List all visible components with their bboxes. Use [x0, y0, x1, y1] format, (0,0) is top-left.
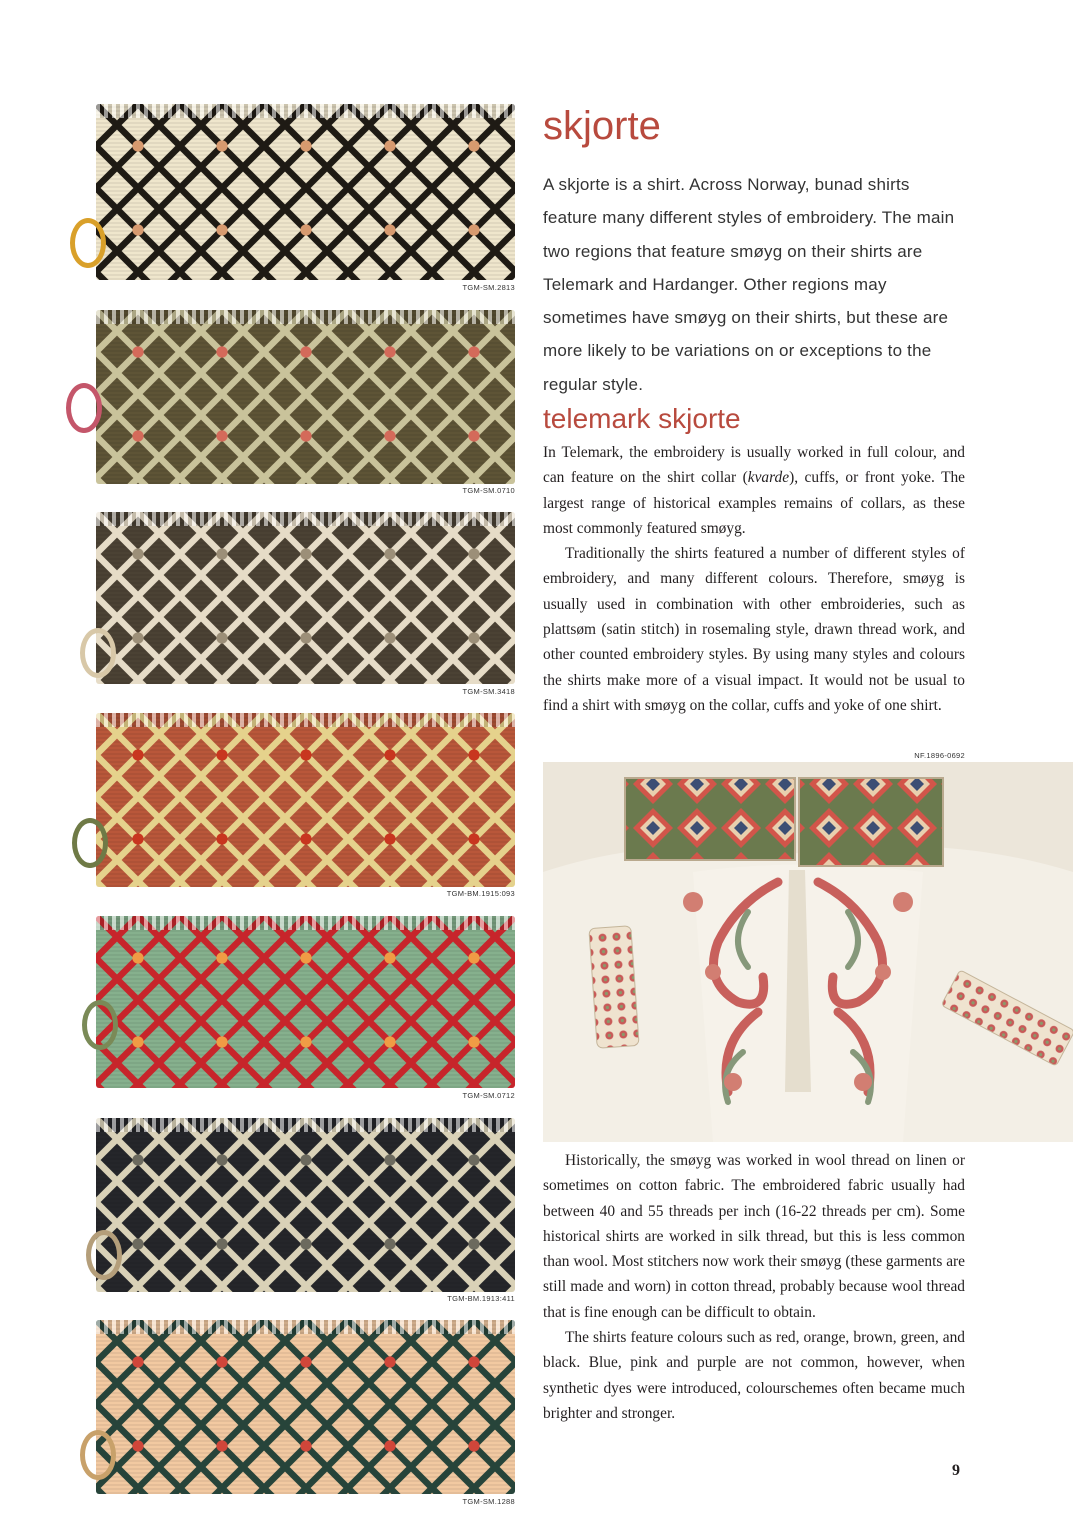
collar-1-caption: TGM-SM.2813 — [462, 283, 515, 292]
collar-2-caption: TGM-SM.0710 — [462, 486, 515, 495]
section-title: telemark skjorte — [543, 403, 741, 434]
photo-caption: NF.1896-0692 — [914, 751, 965, 760]
collar-6 — [96, 1118, 515, 1292]
paragraph-1: In Telemark, the embroidery is usually worked in full colour, and can feature on the shirt collar (kvarde), cuffs, or front yoke. The largest range of historical examples remains of collars, as these most commonly featured smøyg. — [543, 444, 966, 537]
body-text-bottom — [543, 1148, 965, 1426]
collar-7 — [96, 1320, 515, 1494]
collar-3 — [96, 512, 515, 684]
intro-paragraph: A skjorte is a shirt. Across Norway, bunad shirts feature many different styles of embroidery. The main two regions that feature smøyg on their shirts are Telemark and Hardanger. Other regions may sometimes have smøyg on their shirts, but these are more likely to be variations on or exceptions to the regular style. — [543, 175, 955, 394]
paragraph-2: Traditionally the shirts featured a number of different styles of embroidery, and many different colours. Therefore, smøyg is usually used in combination with other embroideries, such as plattsøm (satin stitch) in rosemaling style, drawn thread work, and other counted embroidery styles. By using many styles and colours the shirts make more of a visual impact. It would not be usual to find a shirt with smøyg on the collar, cuffs and yoke of one shirt. — [543, 545, 965, 714]
paragraph-4: The shirts feature colours such as red, orange, brown, green, and black. Blue, pink and purple are not common, however, when synthetic dyes were introduced, colourschemes often became much brighter and stronger. — [543, 1329, 965, 1422]
collar-1-loop — [70, 218, 106, 268]
collar-3-loop — [80, 628, 116, 678]
page-title: skjorte — [543, 104, 661, 148]
paragraph-3: Historically, the smøyg was worked in wool thread on linen or sometimes on cotton fabric. The embroidered fabric usually had between 40 and 55 threads per inch (16-22 threads per cm). Some historical shirts are worked in silk thread, but this is less common than wool. Most stitchers now work their smøyg (these garments are still made and worn) in cotton thread, probably because wool thread that is fine enough can be difficult to obtain. — [543, 1152, 965, 1321]
collar-4-caption: TGM-BM.1915:093 — [446, 889, 515, 898]
collar-3-caption: TGM-SM.3418 — [462, 687, 515, 696]
collar-5-loop — [82, 1000, 118, 1050]
collar-7-loop — [80, 1430, 116, 1480]
collar-2-loop — [66, 383, 102, 433]
body-text-top — [543, 440, 965, 718]
collar-4 — [96, 713, 515, 887]
collar-6-caption: TGM-BM.1913:411 — [447, 1294, 515, 1303]
collar-6-loop — [86, 1230, 122, 1280]
collar-1 — [96, 104, 515, 280]
collar-5-caption: TGM-SM.0712 — [462, 1091, 515, 1100]
shirt-photo — [543, 762, 1073, 1142]
collar-4-loop — [72, 818, 108, 868]
collar-7-caption: TGM-SM.1288 — [462, 1497, 515, 1506]
collar-5 — [96, 916, 515, 1088]
page-number: 9 — [952, 1462, 960, 1479]
collar-2 — [96, 310, 515, 484]
